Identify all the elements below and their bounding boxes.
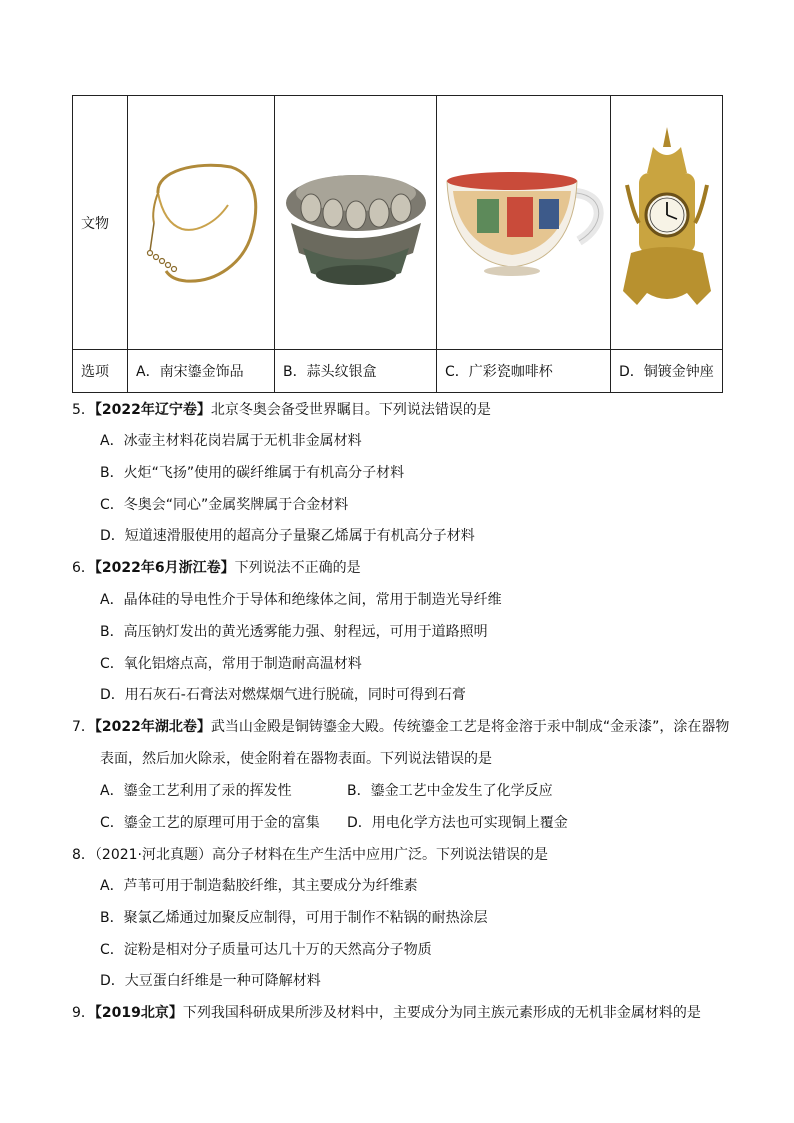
caption-c: C．广彩瓷咖啡杯 bbox=[437, 350, 611, 393]
question-source: 【2022年湖北卷】 bbox=[94, 719, 211, 735]
table-row bbox=[73, 350, 723, 393]
option-5b: B．火炬“飞扬”使用的碳纤维属于有机高分子材料 bbox=[100, 465, 405, 481]
question-9-stem bbox=[72, 1003, 701, 1023]
question-number: 5． bbox=[72, 402, 95, 418]
caption-b: B．蒜头纹银盒 bbox=[275, 350, 437, 393]
relic-image-d bbox=[611, 96, 723, 350]
relics-table bbox=[72, 95, 723, 393]
question-number: 9． bbox=[72, 1005, 95, 1021]
table-row bbox=[73, 96, 723, 350]
option-6c: C．氧化铝熔点高，常用于制造耐高温材料 bbox=[100, 656, 362, 672]
question-8-stem bbox=[72, 845, 548, 865]
relic-image-b bbox=[275, 96, 437, 350]
question-7-stem bbox=[72, 717, 729, 737]
option-8b: B．聚氯乙烯通过加聚反应制得，可用于制作不粘锅的耐热涂层 bbox=[100, 910, 488, 926]
option-5c: C．冬奥会“同心”金属奖牌属于合金材料 bbox=[100, 497, 349, 513]
porcelain-cup-icon bbox=[439, 163, 609, 283]
gold-chain-icon bbox=[136, 153, 266, 293]
question-source: 【2019北京】 bbox=[94, 1005, 183, 1021]
question-6-stem bbox=[72, 558, 361, 578]
question-source: 【2022年辽宁卷】 bbox=[94, 402, 211, 418]
question-source: （2021·河北真题） bbox=[94, 847, 213, 863]
option-6d: D．用石灰石-石膏法对燃煤烟气进行脱硫，同时可得到石膏 bbox=[100, 687, 466, 703]
option-6a: A．晶体硅的导电性介于导体和绝缘体之间，常用于制造光导纤维 bbox=[100, 592, 502, 608]
option-8d: D．大豆蛋白纤维是一种可降解材料 bbox=[100, 973, 321, 989]
caption-a: A．南宋鎏金饰品 bbox=[128, 350, 275, 393]
row-label-relic: 文物 bbox=[73, 96, 128, 350]
relic-image-a bbox=[128, 96, 275, 350]
relic-image-c bbox=[437, 96, 611, 350]
option-8c: C．淀粉是相对分子质量可达几十万的天然高分子物质 bbox=[100, 942, 432, 958]
question-source: 【2022年6月浙江卷】 bbox=[94, 560, 235, 576]
question-text: 北京冬奥会备受世界瞩目。下列说法错误的是 bbox=[210, 402, 491, 418]
question-number: 8． bbox=[72, 847, 95, 863]
option-5d: D．短道速滑服使用的超高分子量聚乙烯属于有机高分子材料 bbox=[100, 528, 475, 544]
gilt-clock-icon bbox=[617, 123, 717, 323]
question-7-stem-continued: 表面，然后加火除汞，使金附着在器物表面。下列说法错误的是 bbox=[100, 751, 492, 767]
question-text: 高分子材料在生产生活中应用广泛。下列说法错误的是 bbox=[212, 847, 549, 863]
option-7c: C．鎏金工艺的原理可用于金的富集 bbox=[100, 815, 320, 831]
question-number: 6． bbox=[72, 560, 95, 576]
row-label-option: 选项 bbox=[73, 350, 128, 393]
question-number: 7． bbox=[72, 719, 95, 735]
option-5a: A．冰壶主材料花岗岩属于无机非金属材料 bbox=[100, 433, 362, 449]
caption-d: D．铜镀金钟座 bbox=[611, 350, 723, 393]
option-6b: B．高压钠灯发出的黄光透雾能力强、射程远，可用于道路照明 bbox=[100, 624, 488, 640]
option-7a: A．鎏金工艺利用了汞的挥发性 bbox=[100, 783, 292, 799]
question-text: 下列我国科研成果所涉及材料中，主要成分为同主族元素形成的无机非金属材料的是 bbox=[182, 1005, 701, 1021]
option-7b: B．鎏金工艺中金发生了化学反应 bbox=[347, 783, 553, 799]
question-text: 武当山金殿是铜铸鎏金大殿。传统鎏金工艺是将金溶于汞中制成“金汞漆”，涂在器物 bbox=[210, 719, 730, 735]
option-8a: A．芦苇可用于制造黏胶纤维，其主要成分为纤维素 bbox=[100, 878, 418, 894]
question-5-stem bbox=[72, 400, 491, 420]
option-7d: D．用电化学方法也可实现铜上覆金 bbox=[347, 815, 568, 831]
question-text: 下列说法不正确的是 bbox=[234, 560, 361, 576]
silver-box-icon bbox=[281, 153, 431, 293]
